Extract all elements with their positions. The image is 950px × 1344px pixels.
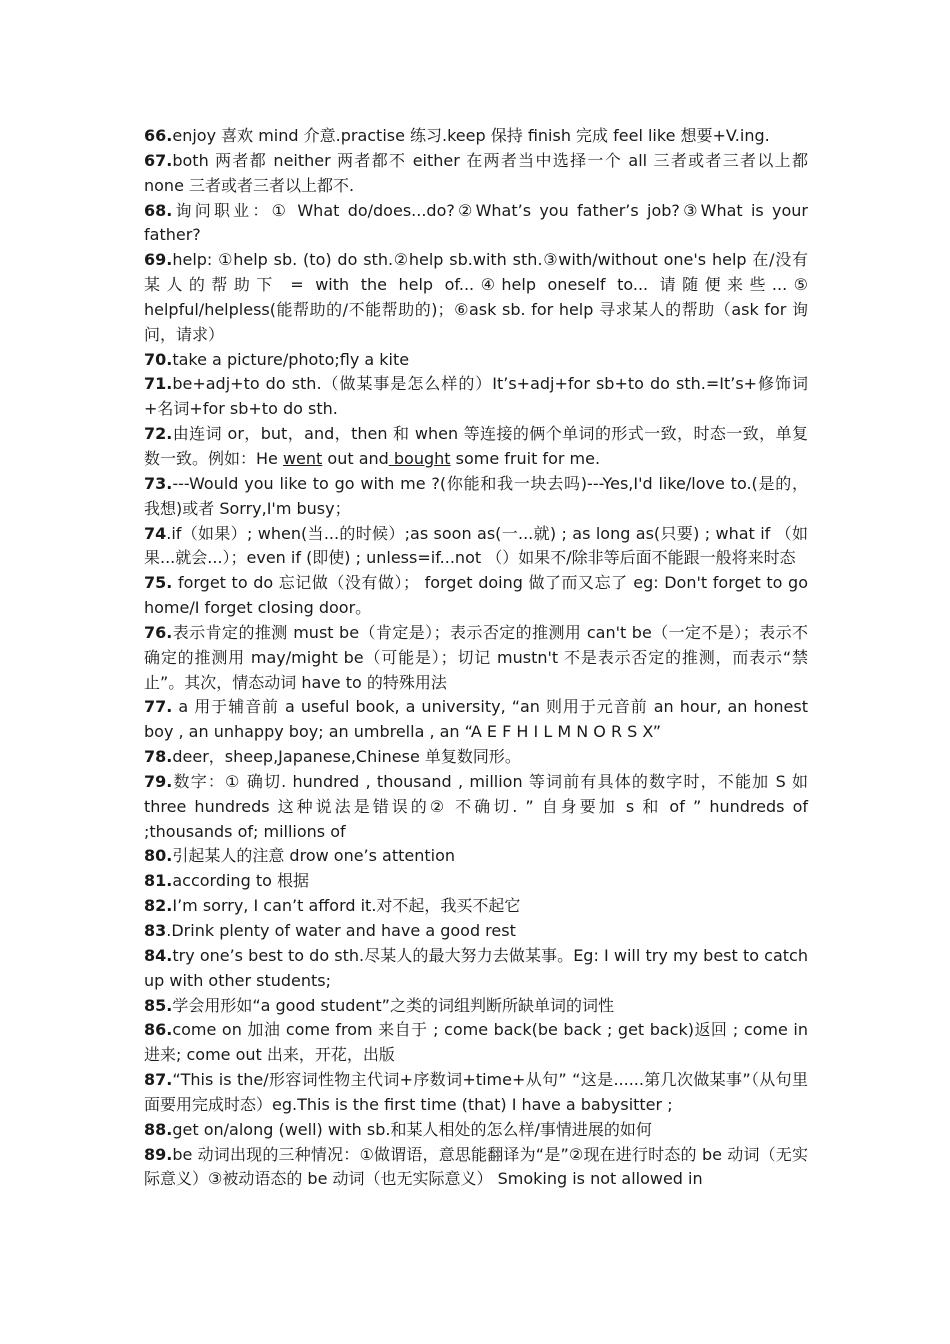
item-number: 69. <box>144 250 173 270</box>
note-item-72 <box>144 422 808 472</box>
note-item-84 <box>144 944 808 994</box>
note-item-66 <box>144 124 808 149</box>
note-item-68 <box>144 199 808 249</box>
item-number: 73. <box>144 473 173 493</box>
note-item-83 <box>144 919 808 944</box>
item-number: 80. <box>144 846 173 866</box>
item-text: 由连词 or，but，and，then 和 when 等连接的俩个单词的形式一致，时态一致，单复数一致。例如：He <box>144 424 808 468</box>
item-text: .if（如果）; when(当...的时候）;as soon as(一...就) ; as long as(只要) ; what if （如果...就会...）；even if (即使) ; unless=if...not （）如果不/除非等后面不能跟一般将来时态 <box>144 523 808 568</box>
note-item-78 <box>144 745 808 770</box>
underlined-word: bought <box>388 448 451 468</box>
item-text: enjoy 喜欢 mind 介意.practise 练习.keep 保持 finish 完成 feel like 想要+V.ing. <box>172 126 770 145</box>
item-number: 70. <box>144 349 173 369</box>
note-item-75 <box>144 571 808 621</box>
note-item-70 <box>144 348 808 373</box>
item-number: 77. <box>144 697 173 717</box>
item-number: 72. <box>144 424 173 444</box>
item-number: 82. <box>144 896 173 916</box>
item-number: 66. <box>144 126 173 145</box>
item-text: 引起某人的注意 drow one’s attention <box>172 846 456 866</box>
item-number: 74 <box>144 523 167 543</box>
item-number: 86. <box>144 1020 173 1040</box>
note-item-89 <box>144 1143 808 1193</box>
item-text: a 用于辅音前 a useful book, a university, “an 则用于元音前 an hour, an honest boy , an unhappy boy; an umbrella , an “A E F H I L M N O R S X” <box>144 697 808 742</box>
item-number: 75. <box>144 573 173 593</box>
document-page <box>144 124 808 1192</box>
item-text: take a picture/photo;fly a kite <box>172 349 410 369</box>
item-text: both 两者都 neither 两者都不 either 在两者当中选择一个 all 三者或者三者以上都 none 三者或者三者以上都不. <box>144 150 808 195</box>
item-number: 89. <box>144 1144 173 1164</box>
item-text: deer，sheep,Japanese,Chinese 单复数同形。 <box>172 747 521 767</box>
item-text: “This is the/形容词性物主代词+序数词+time+从句” “这是......第几次做某事”（从句里面要用完成时态）eg.This is the first time (that) I have a babysitter ; <box>144 1070 808 1114</box>
note-item-85 <box>144 994 808 1019</box>
item-text: 表示肯定的推测 must be（肯定是）；表示否定的推测用 can't be（一定不是）；表示不确定的推测用 may/might be（可能是）；切记 mustn't 不是表示否定的推测，而表示“禁止”。其次，情态动词 have to 的特殊用法 <box>144 622 808 692</box>
item-text: be+adj+to do sth.（做某事是怎么样的）It’s+adj+for sb+to do sth.=It’s+修饰词+名词+for sb+to do sth. <box>144 374 808 419</box>
item-text: 学会用形如“a good student”之类的词组判断所缺单词的词性 <box>172 995 614 1015</box>
item-text: get on/along (well) with sb.和某人相处的怎么样/事情进展的如何 <box>172 1119 652 1139</box>
note-item-71 <box>144 372 808 422</box>
item-text: some fruit for me. <box>450 448 601 468</box>
note-item-73 <box>144 472 808 522</box>
item-number: 87. <box>144 1070 173 1090</box>
item-number: 88. <box>144 1119 173 1139</box>
note-item-79 <box>144 770 808 845</box>
note-item-74 <box>144 522 808 572</box>
note-item-87 <box>144 1068 808 1118</box>
underlined-word: went <box>282 448 323 468</box>
item-text: try one’s best to do sth.尽某人的最大努力去做某事。Eg: I will try my best to catch up with other students; <box>144 945 808 990</box>
item-text: .Drink plenty of water and have a good rest <box>166 921 516 940</box>
note-item-76 <box>144 621 808 696</box>
item-number: 79. <box>144 771 173 791</box>
item-number: 85. <box>144 995 173 1015</box>
item-text: help: ①help sb. (to) do sth.②help sb.with sth.③with/without one's help 在/没有某人的帮助下 = with the help of...④help oneself to... 请随便来些...⑤ helpful/helpless(能帮助的/不能帮助的)；⑥ask sb. for help 寻求某人的帮助（ask for 询问，请求） <box>144 250 808 344</box>
item-text: out and <box>322 448 389 468</box>
item-text: be 动词出现的三种情况：①做谓语，意思能翻译为“是”②现在进行时态的 be 动词（无实际意义）③被动语态的 be 动词（也无实际意义） Smoking is not allowed in <box>144 1144 808 1189</box>
item-text: come on 加油 come from 来自于 ; come back(be back ; get back)返回 ; come in 进来; come out 出来，开花，出版 <box>144 1020 808 1065</box>
item-number: 68. <box>144 200 173 220</box>
item-number: 76. <box>144 622 173 642</box>
item-number: 71. <box>144 374 173 394</box>
item-number: 78. <box>144 747 173 767</box>
note-item-77 <box>144 695 808 745</box>
item-text: ---Would you like to go with me ?(你能和我一块去吗)---Yes,I'd like/love to.(是的，我想)或者 Sorry,I'm busy； <box>144 473 808 518</box>
item-text: 询问职业：① What do/does...do?②What’s you father’s job?③What is your father? <box>144 200 808 245</box>
note-item-81 <box>144 869 808 894</box>
item-number: 67. <box>144 150 173 170</box>
note-item-82 <box>144 894 808 919</box>
item-number: 83 <box>144 921 167 940</box>
note-item-67 <box>144 149 808 199</box>
item-text: I’m sorry, I can’t afford it.对不起，我买不起它 <box>172 896 521 916</box>
item-text: forget to do 忘记做（没有做）； forget doing 做了而又忘了 eg: Don't forget to go home/I forget closing door。 <box>144 573 808 618</box>
item-text: according to 根据 <box>172 871 309 891</box>
item-number: 84. <box>144 945 173 965</box>
item-number: 81. <box>144 871 173 891</box>
note-item-88 <box>144 1118 808 1143</box>
item-text: 数字：① 确切. hundred , thousand , million 等词前有具体的数字时，不能加 S 如 three hundreds 这种说法是错误的② 不确切. ” 自身要加 s 和 of ” hundreds of ;thousands of; millions of <box>144 771 808 841</box>
note-item-80 <box>144 844 808 869</box>
note-item-86 <box>144 1018 808 1068</box>
note-item-69 <box>144 248 808 347</box>
